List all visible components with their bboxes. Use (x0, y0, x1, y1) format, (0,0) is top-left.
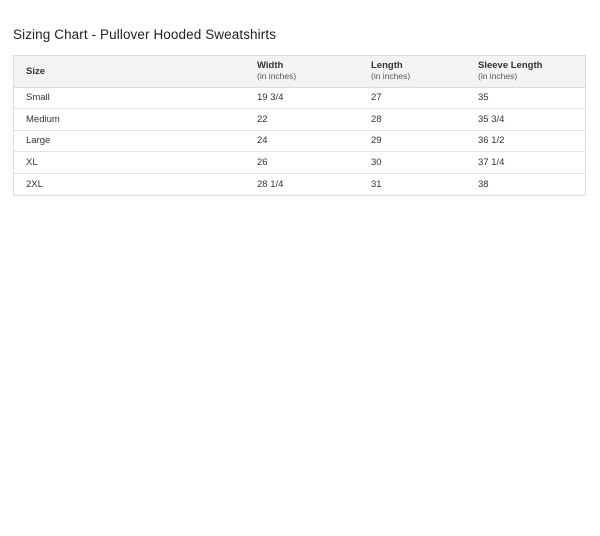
cell-sleeve-length: 37 1/4 (478, 156, 505, 168)
cell-size: XL (26, 156, 38, 168)
cell-width: 24 (257, 135, 268, 147)
cell-length: 31 (371, 178, 382, 190)
table-row (14, 173, 585, 195)
page-title: Sizing Chart - Pullover Hooded Sweatshirts (13, 27, 277, 42)
header-size-label: Size (26, 65, 46, 77)
table-row (14, 152, 585, 174)
cell-width: 28 1/4 (257, 178, 284, 190)
header-size (14, 56, 257, 87)
header-row (14, 56, 585, 87)
header-width (257, 56, 371, 87)
cell-length: 29 (371, 135, 382, 147)
header-width-unit: (in inches) (257, 71, 297, 82)
table-body (14, 87, 585, 195)
table-row (14, 130, 585, 152)
table-row (14, 109, 585, 131)
header-sleeve-length-unit: (in inches) (478, 71, 518, 82)
sizing-table (13, 55, 586, 196)
cell-length: 28 (371, 113, 382, 125)
cell-width: 26 (257, 156, 268, 168)
cell-sleeve-length: 36 1/2 (478, 135, 505, 147)
cell-width: 22 (257, 113, 268, 125)
cell-size: 2XL (26, 178, 43, 190)
cell-sleeve-length: 38 (478, 178, 489, 190)
cell-length: 27 (371, 92, 382, 104)
header-width-label: Width (257, 60, 284, 72)
table-header (14, 56, 585, 87)
header-sleeve-length-label: Sleeve Length (478, 60, 543, 72)
header-length-label: Length (371, 60, 403, 72)
header-length (371, 56, 478, 87)
table-row (14, 87, 585, 109)
cell-width: 19 3/4 (257, 92, 284, 104)
cell-size: Medium (26, 113, 60, 125)
header-sleeve-length (478, 56, 585, 87)
cell-sleeve-length: 35 3/4 (478, 113, 505, 125)
cell-size: Large (26, 135, 51, 147)
cell-sleeve-length: 35 (478, 92, 489, 104)
cell-size: Small (26, 92, 50, 104)
cell-length: 30 (371, 156, 382, 168)
header-length-unit: (in inches) (371, 71, 411, 82)
